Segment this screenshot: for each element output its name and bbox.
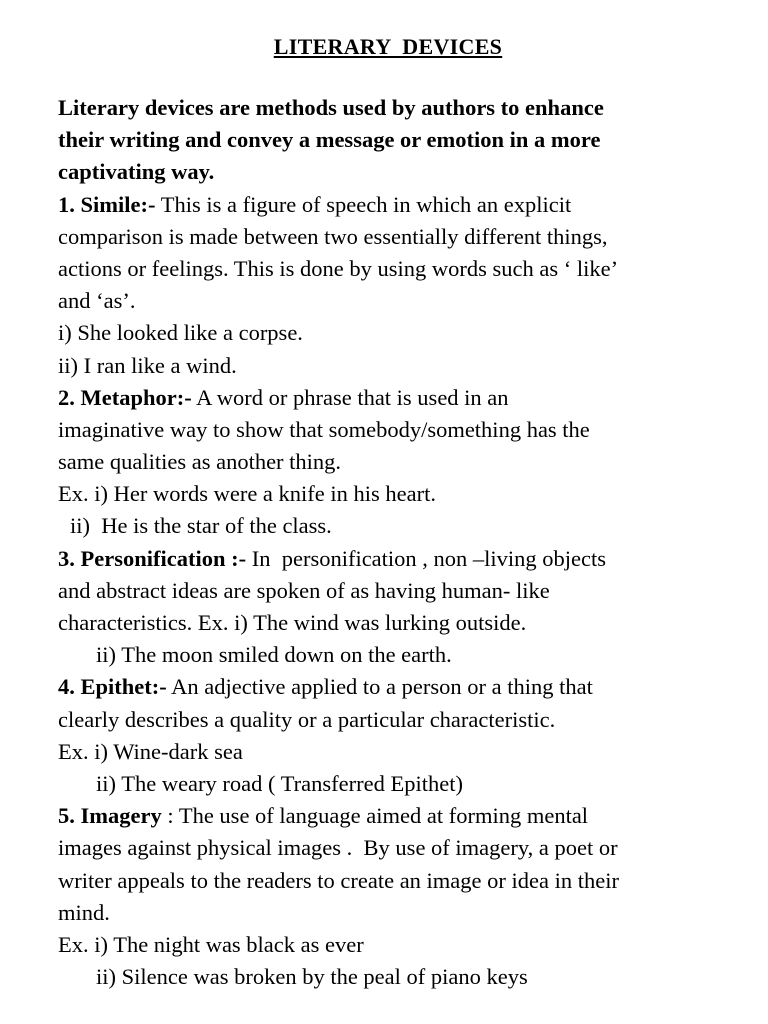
- simile-definition-line: comparison is made between two essentially different things,: [58, 223, 608, 249]
- imagery-definition-line: images against physical images . By use of imagery, a poet or: [58, 835, 618, 861]
- metaphor-definition-line: same qualities as another thing.: [58, 449, 342, 475]
- imagery-example: Ex. i) The night was black as ever: [58, 931, 364, 957]
- personification-definition-line: [58, 543, 718, 575]
- intro-line: captivating way.: [58, 159, 215, 185]
- imagery-heading: 5. Imagery: [58, 803, 162, 829]
- personification-definition-line: and abstract ideas are spoken of as having human- like: [58, 577, 550, 603]
- simile-definition-line: actions or feelings. This is done by using words such as ‘ like’: [58, 255, 619, 281]
- metaphor-example: Ex. i) Her words were a knife in his heart.: [58, 481, 436, 507]
- epithet-definition-line: [58, 671, 718, 703]
- epithet-example: ii) The weary road ( Transferred Epithet): [96, 770, 463, 796]
- personification-heading: 3. Personification :-: [58, 545, 247, 571]
- metaphor-definition-line: [58, 382, 718, 414]
- imagery-definition-line: writer appeals to the readers to create an image or idea in their: [58, 867, 619, 893]
- page-title: LITERARY DEVICES: [273, 34, 503, 59]
- epithet-text: An adjective applied to a person or a thing that: [166, 674, 593, 700]
- simile-text: This is a figure of speech in which an explicit: [155, 191, 572, 217]
- epithet-heading: 4. Epithet:-: [58, 674, 167, 700]
- simile-definition-line: [58, 189, 718, 221]
- imagery-text: : The use of language aimed at forming mental: [161, 803, 589, 829]
- metaphor-example: ii) He is the star of the class.: [70, 513, 332, 539]
- imagery-definition-line: mind.: [58, 899, 110, 925]
- personification-text: In personification , non –living objects: [246, 545, 607, 571]
- personification-definition-line: characteristics. Ex. i) The wind was lurking outside.: [58, 610, 527, 635]
- imagery-example: ii) Silence was broken by the peal of piano keys: [96, 964, 528, 990]
- simile-definition-line: and ‘as’.: [58, 288, 136, 314]
- imagery-definition-line: [58, 800, 718, 832]
- simile-heading: 1. Simile:-: [58, 191, 156, 217]
- intro-line: their writing and convey a message or emotion in a more: [58, 127, 601, 153]
- metaphor-text: A word or phrase that is used in an: [191, 384, 509, 410]
- metaphor-definition-line: imaginative way to show that somebody/something has the: [58, 416, 590, 442]
- document-page: [58, 30, 718, 993]
- metaphor-heading: 2. Metaphor:-: [58, 384, 192, 410]
- intro-line: Literary devices are methods used by authors to enhance: [58, 95, 604, 120]
- simile-example: i) She looked like a corpse.: [58, 320, 303, 346]
- epithet-definition-line: clearly describes a quality or a particular characteristic.: [58, 706, 556, 732]
- epithet-example: Ex. i) Wine-dark sea: [58, 738, 243, 764]
- simile-example: ii) I ran like a wind.: [58, 352, 237, 378]
- personification-example: ii) The moon smiled down on the earth.: [96, 642, 452, 668]
